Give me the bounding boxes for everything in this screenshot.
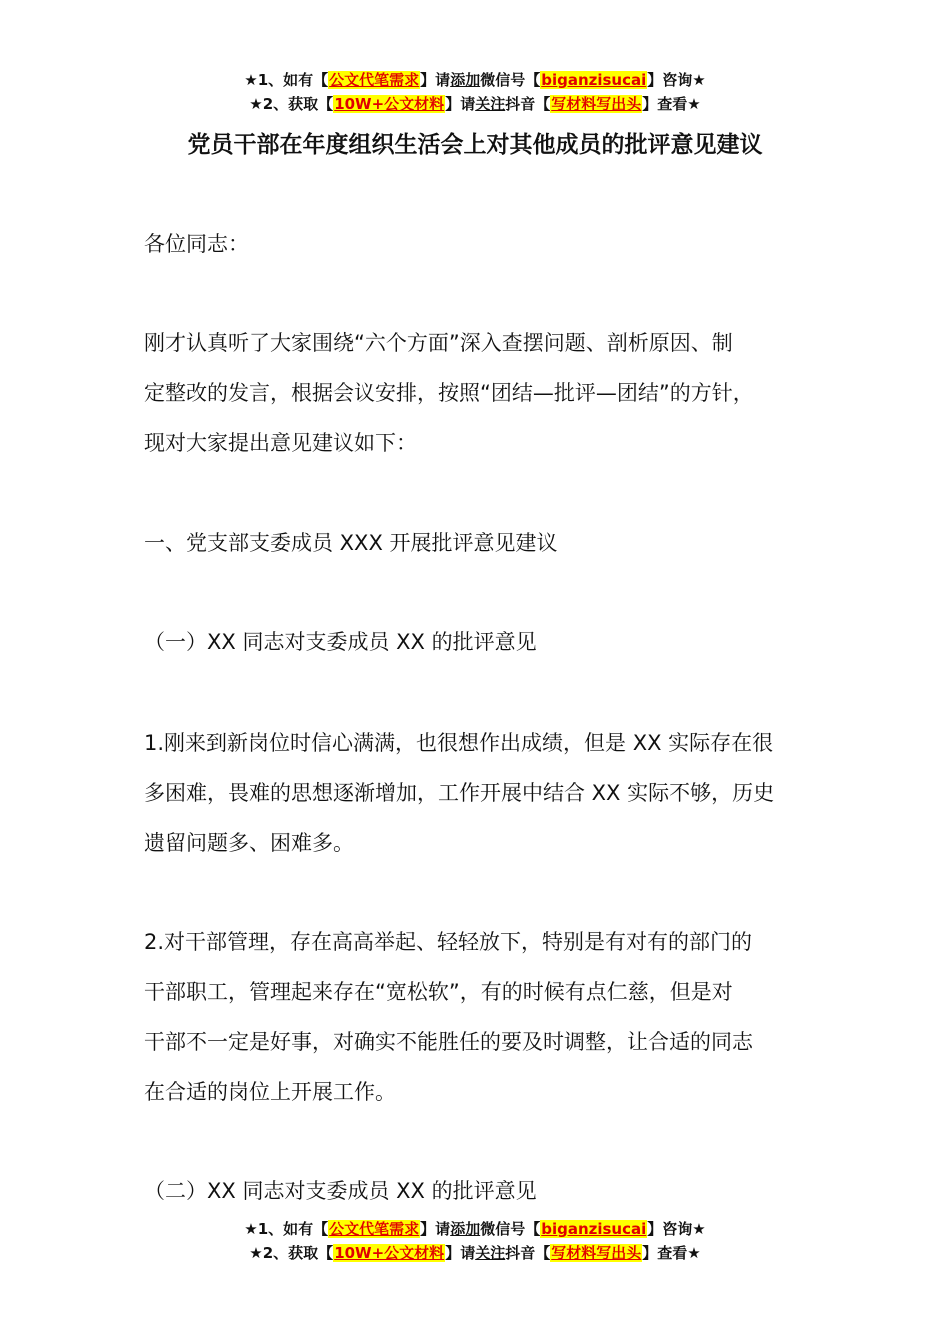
salutation: 各位同志： [144, 232, 249, 256]
text-line: 在合适的岗位上开展工作。 [144, 1080, 396, 1104]
item-paragraph-1 [144, 718, 834, 868]
text-line: 现对大家提出意见建议如下： [144, 431, 417, 455]
footer-banner [0, 1217, 950, 1265]
subsection-heading: （二）XX 同志对支委成员 XX 的批评意见 [144, 1179, 537, 1203]
banner-highlight: 10W+公文材料 [334, 95, 445, 113]
text-line: 干部不一定是好事，对确实不能胜任的要及时调整，让合适的同志 [144, 1030, 753, 1054]
banner-highlight: 写材料写出头 [551, 1244, 642, 1262]
header-banner [0, 68, 950, 116]
text-line: 遗留问题多、困难多。 [144, 831, 354, 855]
text-line: 刚才认真听了大家围绕“六个方面”深入查摆问题、剖析原因、制 [144, 331, 733, 355]
document-title: 党员干部在年度组织生活会上对其他成员的批评意见建议 [187, 132, 763, 158]
banner-line-1: ★1、如有【公文代笔需求】请添加微信号【biganzisucai】咨询★ [244, 1220, 706, 1238]
banner-line-1: ★1、如有【公文代笔需求】请添加微信号【biganzisucai】咨询★ [244, 71, 706, 89]
banner-highlight: biganzisucai [541, 71, 647, 89]
banner-line-2: ★2、获取【10W+公文材料】请关注抖音【写材料写出头】查看★ [249, 1244, 701, 1262]
intro-paragraph [144, 318, 834, 468]
section-heading: 一、党支部支委成员 XXX 开展批评意见建议 [144, 531, 558, 555]
banner-highlight: 写材料写出头 [551, 95, 642, 113]
subsection-heading: （一）XX 同志对支委成员 XX 的批评意见 [144, 630, 537, 654]
item-paragraph-2 [144, 917, 834, 1117]
text-line: 定整改的发言，根据会议安排，按照“团结—批评—团结”的方针， [144, 381, 754, 405]
text-line: 1.刚来到新岗位时信心满满，也很想作出成绩，但是 XX 实际存在很 [144, 731, 774, 755]
banner-highlight: biganzisucai [541, 1220, 647, 1238]
banner-highlight: 10W+公文材料 [334, 1244, 445, 1262]
text-line: 多困难，畏难的思想逐渐增加，工作开展中结合 XX 实际不够，历史 [144, 781, 775, 805]
banner-line-2: ★2、获取【10W+公文材料】请关注抖音【写材料写出头】查看★ [249, 95, 701, 113]
text-line: 2.对干部管理，存在高高举起、轻轻放下，特别是有对有的部门的 [144, 930, 753, 954]
banner-highlight: 公文代笔需求 [329, 71, 420, 89]
banner-highlight: 公文代笔需求 [329, 1220, 420, 1238]
text-line: 干部职工，管理起来存在“宽松软”，有的时候有点仁慈，但是对 [144, 980, 733, 1004]
